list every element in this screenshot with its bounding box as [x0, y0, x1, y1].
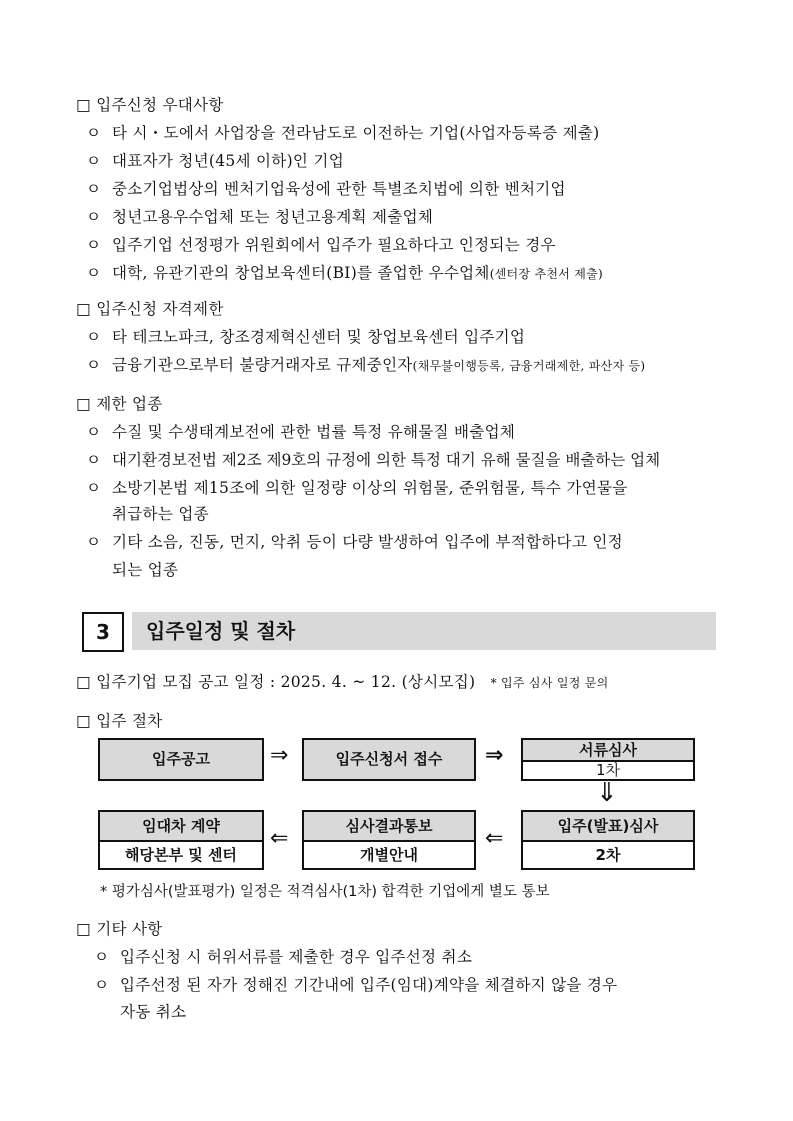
section-other-heading	[76, 917, 163, 939]
list-item-continuation: 취급하는 업종	[112, 505, 209, 523]
list-item-continuation: 되는 업종	[112, 561, 179, 579]
section-industries-heading	[76, 392, 163, 414]
section-heading-3	[82, 612, 716, 650]
procedure-footnote: * 평가심사(발표평가) 일정은 적격심사(1차) 합격한 기업에게 별도 통보	[100, 884, 550, 900]
schedule-line	[76, 670, 609, 692]
section-heading-title: 입주일정 및 절차	[132, 612, 716, 650]
down-arrow-icon: ⇓	[596, 778, 618, 808]
right-arrow-icon: ⇒	[270, 743, 289, 768]
section-title: 입주신청 우대사항	[96, 96, 224, 114]
list-item-continuation: 자동 취소	[120, 1003, 187, 1021]
list-item: ㅇ 대기환경보전법 제2조 제9호의 규정에 의한 특정 대기 유해 물질을 배출하는 업체	[86, 451, 661, 469]
list-item: ㅇ 수질 및 수생태계보전에 관한 법률 특정 유해물질 배출업체	[86, 423, 516, 441]
left-arrow-icon: ⇐	[485, 826, 504, 851]
list-item: ㅇ 기타 소음, 진동, 먼지, 악취 등이 다량 발생하여 입주에 부적합하다고 인정	[86, 533, 623, 551]
list-item: ㅇ 대표자가 청년(45세 이하)인 기업	[86, 152, 344, 170]
step-announce-box: 입주공고	[98, 738, 264, 781]
step-final-review-box: 입주(발표)심사 2차	[521, 810, 695, 870]
schedule-text: 입주기업 모집 공고 일정 : 2025. 4. ~ 12. (상시모집)	[96, 673, 476, 691]
section-title: 입주신청 자격제한	[96, 300, 224, 318]
section-marker: □	[76, 920, 91, 938]
list-item: ㅇ 금융기관으로부터 불량거래자로 규제중인자(채무불이행등록, 금융거래제한, 파산자 등)	[86, 356, 646, 374]
step-receipt-box: 입주신청서 접수	[302, 738, 476, 781]
section-marker: □	[76, 395, 91, 413]
section-marker: □	[76, 300, 91, 318]
step-doc-review-box: 서류심사 1차	[521, 738, 695, 781]
section-marker: □	[76, 712, 91, 730]
section-title: 입주 절차	[96, 712, 163, 730]
list-item: ㅇ 입주기업 선정평가 위원회에서 입주가 필요하다고 인정되는 경우	[86, 236, 556, 254]
list-item: ㅇ 입주선정 된 자가 정해진 기간내에 입주(임대)계약을 체결하지 않을 경우	[94, 976, 618, 994]
step-contract-box: 임대차 계약 해당본부 및 센터	[98, 810, 264, 870]
step-notice-box: 심사결과통보 개별안내	[302, 810, 476, 870]
section-number: 3	[82, 612, 124, 652]
list-item: ㅇ 타 테크노파크, 창조경제혁신센터 및 창업보육센터 입주기업	[86, 328, 526, 346]
list-item: ㅇ 입주신청 시 허위서류를 제출한 경우 입주선정 취소	[94, 948, 473, 966]
schedule-note: * 입주 심사 일정 문의	[490, 676, 609, 690]
section-title: 기타 사항	[96, 920, 163, 938]
section-marker: □	[76, 96, 91, 114]
list-item: ㅇ 중소기업법상의 벤처기업육성에 관한 특별조치법에 의한 벤처기업	[86, 180, 566, 198]
list-item: ㅇ 청년고용우수업체 또는 청년고용계획 제출업체	[86, 208, 434, 226]
section-marker: □	[76, 673, 91, 691]
section-restriction-heading	[76, 297, 224, 319]
section-preference-heading	[76, 93, 224, 115]
list-item: ㅇ 대학, 유관기관의 창업보육센터(BI)를 졸업한 우수업체(센터장 추천서 제출)	[86, 264, 604, 282]
section-procedure-heading	[76, 709, 163, 731]
right-arrow-icon: ⇒	[485, 743, 504, 768]
list-item: ㅇ 소방기본법 제15조에 의한 일정량 이상의 위험물, 준위험물, 특수 가연물을	[86, 479, 628, 497]
section-title: 제한 업종	[96, 395, 163, 413]
list-item: ㅇ 타 시・도에서 사업장을 전라남도로 이전하는 기업(사업자등록증 제출)	[86, 124, 600, 142]
left-arrow-icon: ⇐	[270, 826, 289, 851]
